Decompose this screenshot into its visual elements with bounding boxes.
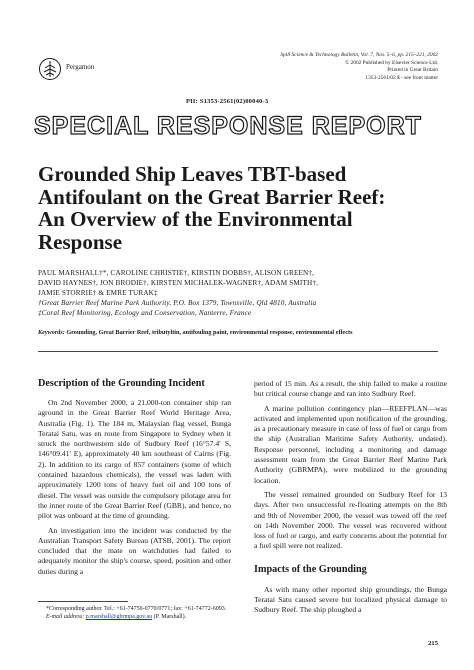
page-number: 215 xyxy=(428,640,438,647)
left-column xyxy=(38,378,231,577)
affiliation-line: †Great Barrier Reef Marine Park Authority, P.O. Box 1379, Townsville, Qld 4810, Australia xyxy=(38,299,317,307)
journal-printed: Printed in Great Britain xyxy=(387,67,438,74)
pergamon-tree-icon xyxy=(38,57,62,81)
footnote xyxy=(38,605,234,621)
section-banner: SPECIAL RESPONSE REPORT xyxy=(34,112,422,140)
author-line: JAMIE STORRIE† & EMRE TURAK‡ xyxy=(38,289,158,297)
body-paragraph: period of 15 min. As a result, the ship failed to make a routine but critical course change and ran into Sudbury Reef. xyxy=(254,379,447,399)
footnote-rule xyxy=(38,601,128,602)
body-paragraph: The vessel remained grounded on Sudbury Reef for 13 days. After two unsuccessful re-floating attempts on the 8th and 9th of November 2000, the vessel was towed off the reef on 14th November 2000. The vessel was recovered without loss of fuel or cargo, and early concerns about the potential for a fuel spill were not realized. xyxy=(254,489,447,551)
publisher-logo xyxy=(38,57,98,83)
email-suffix: (P. Marshall). xyxy=(153,614,187,621)
keywords-text: Grounding, Great Barrier Reef, tributyltin, antifouling paint, environmental response, environmental effects xyxy=(66,329,353,336)
title-line: Grounded Ship Leaves TBT-based xyxy=(38,162,347,186)
body-paragraph: An investigation into the incident was conducted by the Australian Transport Safety Bureau (ATSB, 2001). The report concluded that the mate on watchduties had failed to adequately monitor the ship's course, speed, position and other duties during a xyxy=(38,525,231,576)
affiliation-line: ‡Coral Reef Monitoring, Ecology and Conservation, Nanterre, France xyxy=(38,309,252,317)
keywords-label: Keywords: xyxy=(38,329,65,336)
journal-issn: 1353-2561/02 $ - see front matter xyxy=(365,74,438,81)
title-line: Response xyxy=(38,229,123,254)
body-paragraph: A marine pollution contingency plan—REEFPLAN—was activated and implemented upon notification of the grounding, as a precautionary measure in case of loss of fuel or cargo from the ship (Australian Maritime Safety Authority, undated). Response personnel, including a monitoring and damage assessment team from the Great Barrier Reef Marine Park Authority (GBRMPA), were mobilized to the grounding location. xyxy=(254,403,447,485)
title-line: An Overview of the Environmental xyxy=(38,207,353,231)
author-line: PAUL MARSHALL†*, CAROLINE CHRISTIE†, KIRSTIN DOBBS†, ALISON GREEN†, xyxy=(38,269,315,277)
author-line: DAVID HAYNES†, JON BRODIE†, KIRSTEN MICHALEK-WAGNER†, ADAM SMITH†, xyxy=(38,279,319,287)
keywords xyxy=(38,329,428,337)
author-block xyxy=(38,268,438,318)
pii-code: PII: S1353-2561(02)00040-3 xyxy=(186,98,269,105)
divider xyxy=(38,351,438,352)
email-label: E-mail address: xyxy=(46,614,85,621)
journal-info xyxy=(280,52,438,82)
section-heading: Impacts of the Grounding xyxy=(254,563,367,575)
publisher-name: Pergamon xyxy=(66,63,95,71)
body-paragraph: As with many other reported ship groundings, the Bunga Teratai Satu caused severe but localized physical damage to Sudbury Reef. The ship ploughed a xyxy=(254,584,447,615)
corresponding-author: *Corresponding author. Tel.: +61-74750-0770/0771; fax: +61-74772-6093. xyxy=(46,606,227,612)
right-column xyxy=(254,379,447,616)
section-heading: Description of the Grounding Incident xyxy=(38,378,205,389)
body-paragraph: On 2nd November 2000, a 21,000-ton container ship ran aground in the Great Barrier Reef World Heritage Area, Australia (Fig. 1). The 184 m, Malaysian flag vessel, Bunga Teratai Satu, was en route from Singapore to Sydney when it struck the northwestern side of Sudbury Reef (16°57.4′ S, 146°09.41′ E), approximately 40 km southeast of Cairns (Fig. 2). In addition to its cargo of 857 containers (some of which contained hazardous chemicals), the vessel was laden with approximately 1200 tons of heavy fuel oil and 100 tons of diesel. The vessel was outside the compulsory pilotage area for the inner route of the Great Barrier Reef (GBR), and hence, no pilot was onboard at the time of grounding. xyxy=(38,398,231,521)
journal-copyright: © 2002 Published by Elsevier Science Ltd. xyxy=(345,59,438,66)
title-line: Antifoulant on the Great Barrier Reef: xyxy=(38,184,386,209)
email-link[interactable]: p.marshall@gbrmpa.gov.au xyxy=(85,614,153,621)
journal-citation: Spill Science & Technology Bulletin, Vol. 7, Nos. 5–6, pp. 215–221, 2002 xyxy=(280,52,438,58)
article-title xyxy=(38,163,448,253)
